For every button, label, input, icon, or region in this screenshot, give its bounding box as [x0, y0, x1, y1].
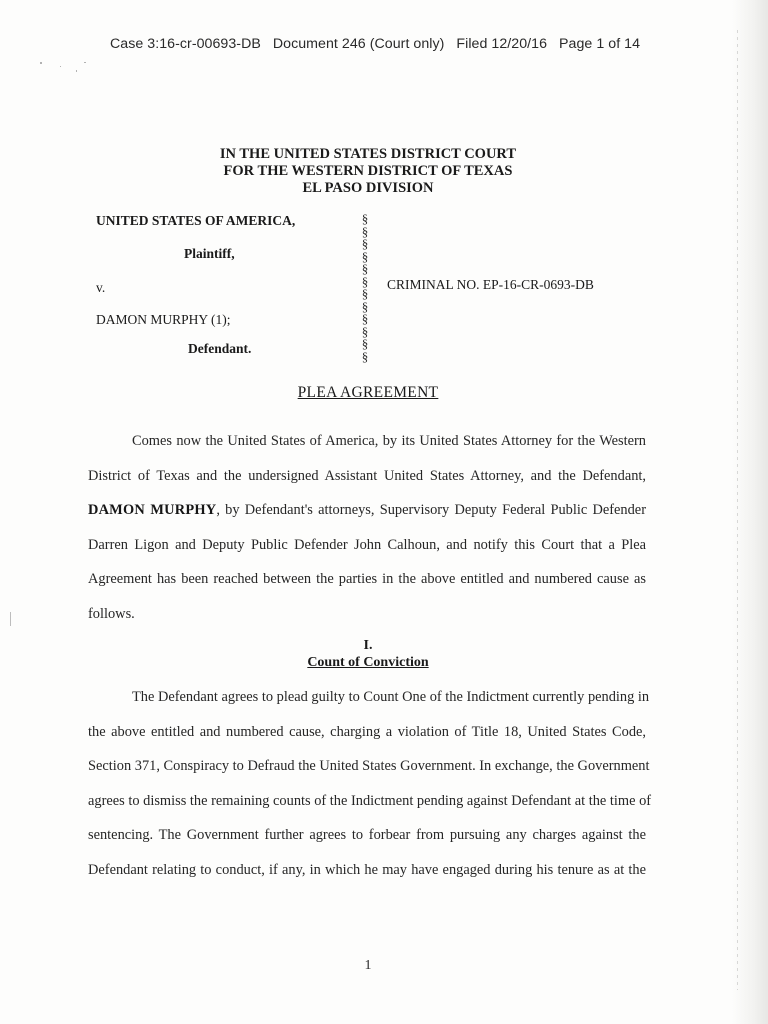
section-symbol: § [361, 311, 369, 326]
defendant-role: Defendant. [188, 341, 252, 356]
section-number: I. [363, 638, 373, 653]
section-symbol: § [361, 211, 369, 226]
page-number: 1 [364, 958, 372, 973]
section-symbol: § [361, 236, 369, 251]
paragraph-line: Agreement has been reached between the parties in the above entitled and numbered cause as [88, 571, 646, 588]
court-heading [0, 146, 736, 197]
scan-speck [60, 66, 61, 67]
scan-speck [10, 612, 11, 626]
section-paragraph [88, 680, 652, 888]
defendant-name: DAMON MURPHY (1); [96, 312, 231, 327]
section-symbol: § [361, 286, 369, 301]
case-number: CRIMINAL NO. EP-16-CR-0693-DB [387, 277, 594, 292]
paragraph-line: Darren Ligon and Deputy Public Defender John Calhoun, and notify this Court that a Plea [88, 536, 646, 553]
plaintiff-role: Plaintiff, [184, 246, 235, 261]
court-heading-line: EL PASO DIVISION [302, 180, 434, 196]
section-symbol-column [358, 213, 372, 363]
paragraph-line: District of Texas and the undersigned Assistant United States Attorney, and the Defendant, [88, 467, 646, 484]
paragraph-line: follows. [88, 605, 135, 622]
paragraph-text: The Defendant agrees to plead guilty to Count One of the Indictment currently pending in [132, 689, 650, 705]
section-symbol: § [361, 323, 369, 339]
document-title: PLEA AGREEMENT [297, 384, 439, 401]
paragraph-text: Comes now the United States of America, by its United States Attorney for the Western [132, 433, 646, 449]
plaintiff-name: UNITED STATES OF AMERICA, [96, 213, 296, 228]
paragraph-line: the above entitled and numbered cause, charging a violation of Title 18, United States Code, [88, 723, 646, 740]
paragraph-line: agrees to dismiss the remaining counts of the Indictment pending against Defendant at the time of [88, 792, 652, 809]
scan-speck [40, 62, 42, 64]
paragraph-line: Section 371, Conspiracy to Defraud the United States Government. In exchange, the Government [88, 758, 650, 775]
court-filing-stamp: Case 3:16-cr-00693-DB Document 246 (Court only) Filed 12/20/16 Page 1 of 14 [110, 36, 641, 52]
intro-paragraph [88, 424, 646, 632]
scan-edge-line [737, 30, 738, 990]
section-symbol: § [361, 261, 369, 276]
court-heading-line: FOR THE WESTERN DISTRICT OF TEXAS [223, 163, 513, 179]
scan-speck [84, 62, 86, 63]
paragraph-line: Defendant relating to conduct, if any, in which he may have engaged during his tenure as at the [88, 861, 646, 878]
paragraph-text: , by Defendant's attorneys, Supervisory Deputy Federal Public Defender [216, 502, 646, 519]
paragraph-line [88, 680, 650, 715]
paragraph-line [88, 424, 646, 459]
section-symbol: § [361, 298, 369, 314]
section-symbol: § [361, 336, 369, 351]
court-heading-line: IN THE UNITED STATES DISTRICT COURT [219, 146, 517, 162]
versus-label: v. [96, 280, 106, 295]
section-title: Count of Conviction [307, 655, 429, 670]
paragraph-line: sentencing. The Government further agrees to forbear from pursuing any charges against the [88, 827, 646, 844]
paragraph-line [88, 493, 646, 528]
section-symbol: § [361, 348, 369, 364]
section-symbol: § [361, 223, 369, 239]
section-symbol: § [361, 273, 369, 289]
defendant-name-bold: DAMON MURPHY [88, 502, 217, 519]
section-symbol: § [361, 248, 369, 264]
scan-speck [76, 70, 77, 72]
